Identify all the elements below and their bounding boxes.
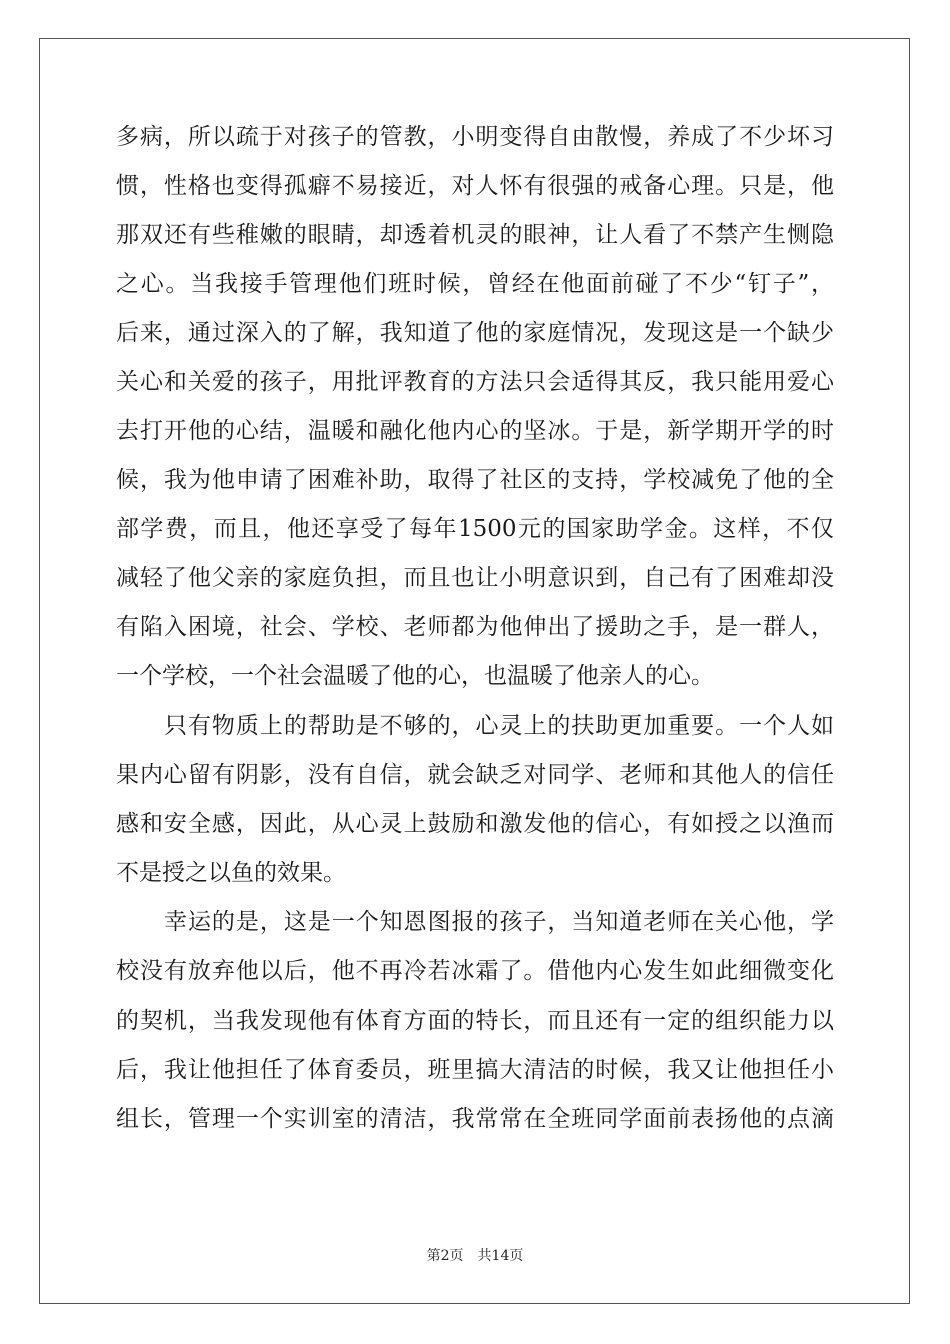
text-line: 多病，所以疏于对孩子的管教，小明变得自由散慢，养成了不少坏习 — [116, 124, 834, 150]
text-line: 幸运的是，这是一个知恩图报的孩子，当知道老师在关心他，学 — [164, 909, 834, 935]
text-line: 关心和关爱的孩子，用批评教育的方法只会适得其反，我只能用爱心 — [116, 369, 834, 395]
text-line: 后，我让他担任了体育委员，班里搞大清洁的时候，我又让他担任小 — [116, 1057, 834, 1083]
page-number: 第2页 — [426, 1248, 464, 1264]
text-line: 部学费，而且，他还享受了每年1500元的国家助学金。这样，不仅 — [116, 516, 834, 542]
text-line: 去打开他的心结，温暖和融化他内心的坚冰。于是，新学期开学的时 — [116, 418, 834, 444]
text-line: 校没有放弃他以后，他不再冷若冰霜了。借他内心发生如此细微变化 — [116, 958, 834, 984]
text-line: 果内心留有阴影，没有自信，就会缺乏对同学、老师和其他人的信任 — [116, 762, 834, 788]
text-line: 惯，性格也变得孤癖不易接近，对人怀有很强的戒备心理。只是，他 — [116, 173, 834, 199]
text-line: 一个学校，一个社会温暖了他的心，也温暖了他亲人的心。 — [116, 663, 714, 689]
text-line: 感和安全感，因此，从心灵上鼓励和激发他的信心，有如授之以渔而 — [116, 811, 834, 837]
text-line: 有陷入困境，社会、学校、老师都为他伸出了援助之手，是一群人， — [116, 614, 834, 640]
text-line: 只有物质上的帮助是不够的，心灵上的扶助更加重要。一个人如 — [164, 713, 834, 739]
text-line: 不是授之以鱼的效果。 — [116, 860, 346, 886]
text-line: 候，我为他申请了困难补助，取得了社区的支持，学校减免了他的全 — [116, 467, 834, 493]
page-footer — [0, 1245, 950, 1265]
text-line: 减轻了他父亲的家庭负担，而且也让小明意识到，自己有了困难却没 — [116, 565, 834, 591]
text-line: 之心。当我接手管理他们班时候，曾经在他面前碰了不少“钉子”， — [116, 271, 834, 297]
text-line: 后来，通过深入的了解，我知道了他的家庭情况，发现这是一个缺少 — [116, 320, 834, 346]
text-line: 那双还有些稚嫩的眼睛，却透着机灵的眼神，让人看了不禁产生恻隐 — [116, 222, 834, 248]
text-line: 组长，管理一个实训室的清洁，我常常在全班同学面前表扬他的点滴 — [116, 1106, 834, 1132]
text-line: 的契机，当我发现他有体育方面的特长，而且还有一定的组织能力以 — [116, 1008, 834, 1034]
total-pages: 共14页 — [477, 1248, 524, 1264]
